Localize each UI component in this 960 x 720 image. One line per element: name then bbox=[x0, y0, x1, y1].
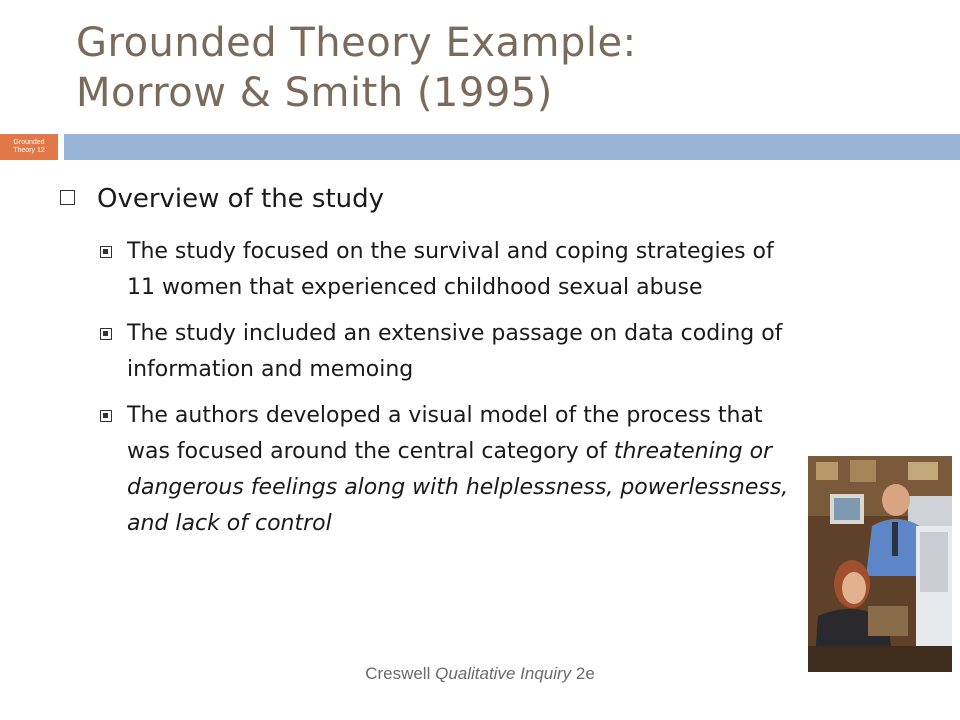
hollow-square-icon bbox=[60, 190, 75, 205]
filled-square-icon bbox=[100, 328, 112, 340]
slide-title bbox=[76, 18, 637, 118]
sub-bullet-2 bbox=[100, 316, 800, 388]
filled-square-icon bbox=[100, 410, 112, 422]
bullet-overview-label: Overview of the study bbox=[97, 184, 385, 214]
sub-bullet-1 bbox=[100, 234, 800, 306]
title-line-1: Grounded Theory Example: bbox=[76, 20, 637, 66]
sub-bullet-3-text: The authors developed a visual model of the process that was focused around the central category of bbox=[127, 403, 763, 464]
classroom-photo-image bbox=[808, 456, 952, 672]
footer-author: Creswell bbox=[365, 664, 436, 683]
sub-bullet-1-text: The study focused on the survival and coping strategies of 11 women that experienced childhood sexual abuse bbox=[127, 239, 774, 300]
sub-bullet-list bbox=[100, 234, 800, 552]
sub-bullet-2-text: The study included an extensive passage on data coding of information and memoing bbox=[127, 321, 783, 382]
footer-book-title: Qualitative Inquiry bbox=[435, 664, 572, 683]
bullet-overview bbox=[60, 183, 384, 215]
section-tab-line-2: Theory 12 bbox=[13, 147, 45, 154]
sub-bullet-3 bbox=[100, 398, 800, 542]
footer-citation bbox=[0, 664, 960, 684]
footer-edition: 2e bbox=[571, 664, 595, 683]
filled-square-icon bbox=[100, 246, 112, 258]
title-line-2: Morrow & Smith (1995) bbox=[76, 70, 553, 116]
sub-bullet-3-emphasis: threatening or dangerous feelings along with helplessness, powerlessness, and lack of control bbox=[127, 439, 789, 536]
header-bar bbox=[64, 134, 960, 160]
section-tab bbox=[0, 134, 58, 160]
section-tab-line-1: Grounded bbox=[13, 139, 45, 146]
classroom-photo bbox=[808, 456, 952, 672]
